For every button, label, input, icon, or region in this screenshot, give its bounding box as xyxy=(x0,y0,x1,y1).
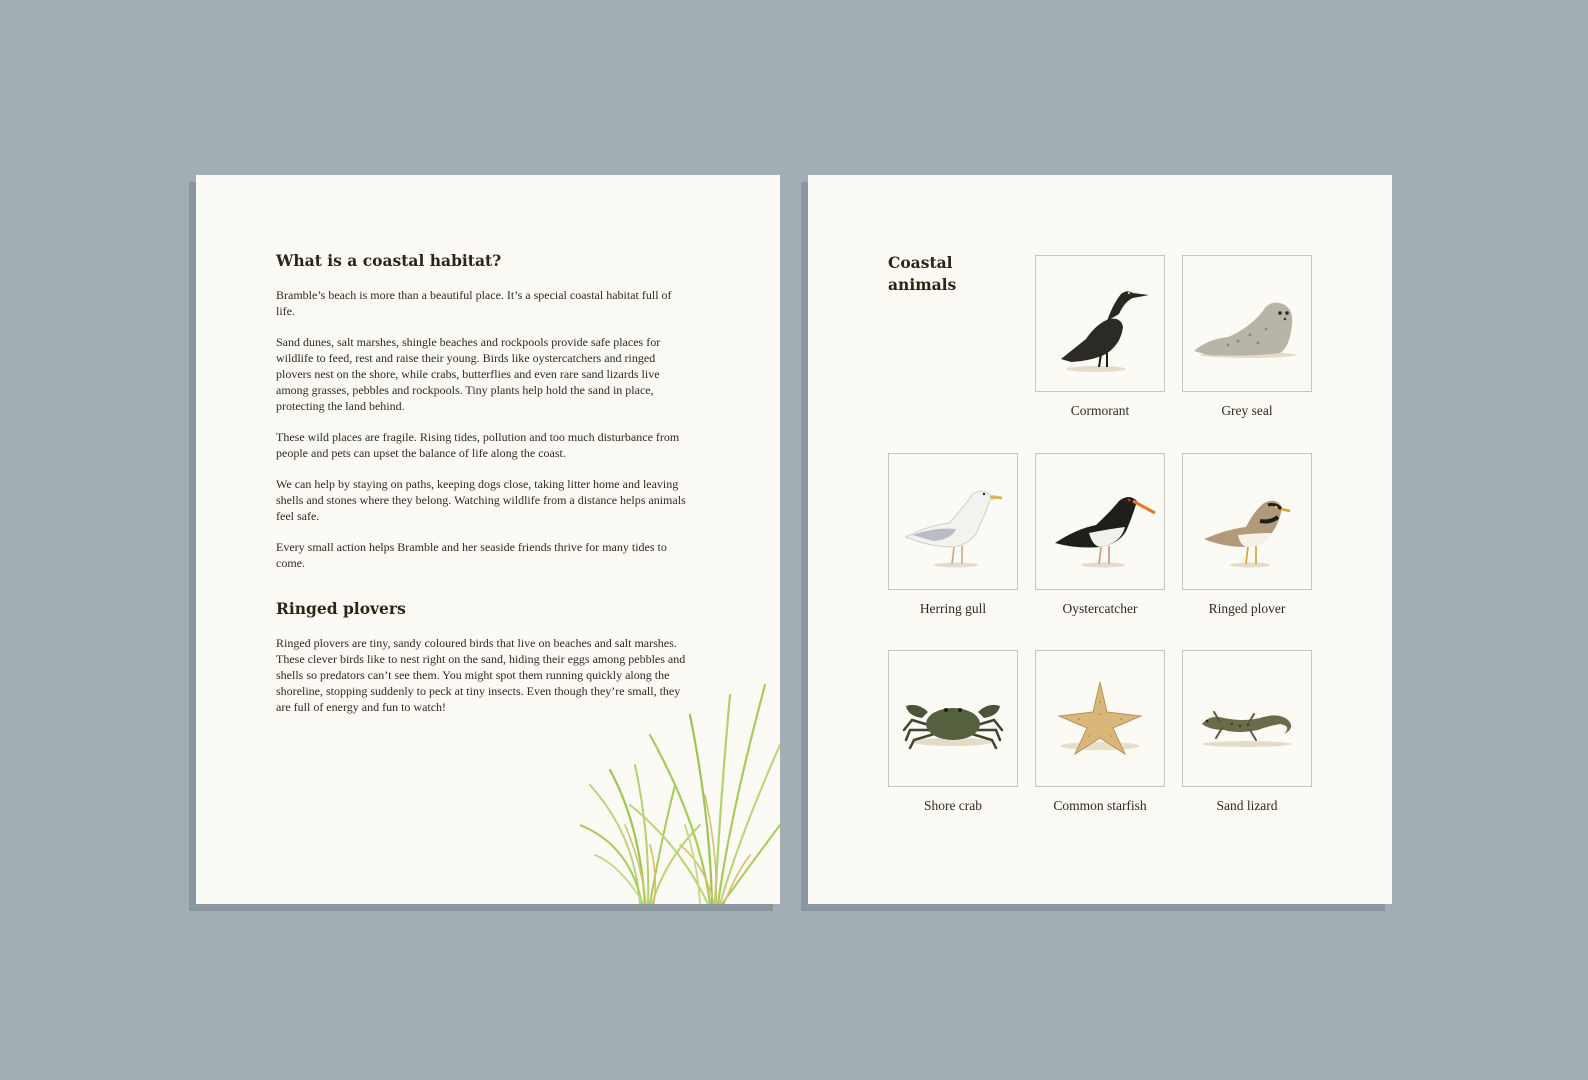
coastal-animals-title: Coastal animals xyxy=(888,253,957,294)
left-page-content xyxy=(276,251,691,730)
habitat-paragraph: Bramble’s beach is more than a beautiful place. It’s a special coastal habitat full of life. xyxy=(276,288,672,318)
animal-card-cormorant xyxy=(1035,255,1165,419)
common-starfish-icon xyxy=(1041,664,1159,774)
animal-name: Cormorant xyxy=(1070,403,1130,418)
oystercatcher-icon xyxy=(1041,467,1159,577)
herring-gull-icon xyxy=(894,467,1012,577)
animal-card-grey-seal xyxy=(1182,255,1312,419)
animal-frame xyxy=(1035,255,1165,392)
habitat-paragraph: These wild places are fragile. Rising tides, pollution and too much disturbance from people and pets can upset the balance of life along the coast. xyxy=(276,430,680,460)
grey-seal-icon xyxy=(1188,269,1306,379)
ringed-plover-icon xyxy=(1188,467,1306,577)
animal-card-shore-crab xyxy=(888,650,1018,814)
animal-frame xyxy=(1035,650,1165,787)
animal-frame xyxy=(1182,453,1312,590)
ringed-plovers-heading: Ringed plovers xyxy=(276,599,406,618)
shore-crab-icon xyxy=(894,664,1012,774)
sand-lizard-icon xyxy=(1188,664,1306,774)
habitat-paragraph: We can help by staying on paths, keeping dogs close, taking litter home and leaving shells and stones where they belong. Watching wildlife from a distance helps animals feel safe. xyxy=(276,477,686,523)
animal-frame xyxy=(888,453,1018,590)
animal-card-ringed-plover xyxy=(1182,453,1312,617)
animal-frame xyxy=(1182,255,1312,392)
animal-name: Oystercatcher xyxy=(1062,601,1138,616)
animal-frame xyxy=(1182,650,1312,787)
left-page xyxy=(196,175,780,904)
animal-name: Common starfish xyxy=(1053,798,1147,813)
animal-card-common-starfish xyxy=(1035,650,1165,814)
cormorant-icon xyxy=(1041,269,1159,379)
animal-frame xyxy=(1035,453,1165,590)
animal-name: Sand lizard xyxy=(1216,798,1278,813)
animal-name: Ringed plover xyxy=(1208,601,1286,616)
animal-card-sand-lizard xyxy=(1182,650,1312,814)
coastal-habitat-heading: What is a coastal habitat? xyxy=(276,251,502,270)
right-page xyxy=(808,175,1392,904)
dune-grass-illustration xyxy=(580,675,780,904)
animal-name: Herring gull xyxy=(919,601,987,616)
animal-card-oystercatcher xyxy=(1035,453,1165,617)
animal-name: Grey seal xyxy=(1221,403,1273,418)
habitat-paragraph: Every small action helps Bramble and her seaside friends thrive for many tides to come. xyxy=(276,540,667,570)
ringed-plovers-paragraph: Ringed plovers are tiny, sandy coloured birds that live on beaches and salt marshes. These clever birds like to nest right on the sand, hiding their eggs among pebbles and shells so predators can’t see them. You might spot them running quickly along the shoreline, stopping suddenly to peck at tiny insects. Even though they’re small, they are full of energy and fun to watch! xyxy=(276,636,686,714)
animal-card-herring-gull xyxy=(888,453,1018,617)
animal-name: Shore crab xyxy=(923,798,983,813)
habitat-paragraph: Sand dunes, salt marshes, shingle beaches and rockpools provide safe places for wildlife to feed, rest and raise their young. Birds like oystercatchers and ringed plovers nest on the shore, while crabs, butterflies and even rare sand lizards live among grasses, pebbles and rockpools. Tiny plants help hold the sand in place, protecting the land behind. xyxy=(276,335,661,413)
animal-frame xyxy=(888,650,1018,787)
